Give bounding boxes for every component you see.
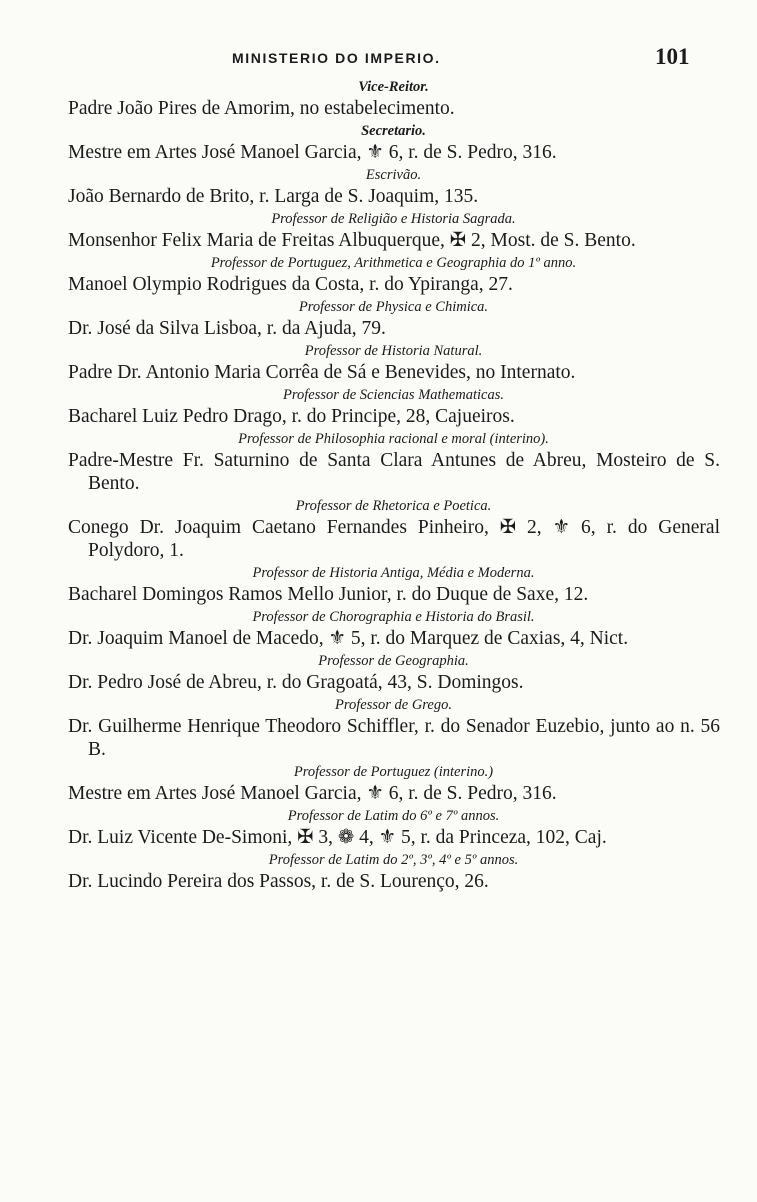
section-geographia bbox=[0, 652, 757, 694]
staff-entry: Dr. José da Silva Lisboa, r. da Ajuda, 79. bbox=[68, 318, 386, 339]
staff-entry: Dr. Luiz Vicente De-Simoni, ✠ 3, ❁ 4, ⚜ 5, r. da Princeza, 102, Caj. bbox=[68, 827, 607, 848]
section-historia-antiga bbox=[0, 564, 757, 606]
section-historia-natural bbox=[0, 342, 757, 384]
section-philosophia bbox=[0, 430, 757, 495]
page-number: 101 bbox=[655, 44, 690, 69]
section-secretario bbox=[0, 122, 757, 164]
role-heading: Professor de Portuguez, Arithmetica e Geographia do 1º anno. bbox=[210, 255, 577, 271]
role-heading: Professor de Sciencias Mathematicas. bbox=[283, 387, 504, 403]
staff-entry: Dr. Joaquim Manoel de Macedo, ⚜ 5, r. do Marquez de Caxias, 4, Nict. bbox=[68, 628, 629, 649]
section-escrivao bbox=[0, 166, 757, 208]
role-heading: Professor de Grego. bbox=[335, 697, 452, 713]
section-latim-2-5 bbox=[0, 851, 757, 893]
role-heading: Professor de Philosophia racional e moral (interino). bbox=[238, 431, 549, 447]
role-heading: Professor de Portuguez (interino.) bbox=[293, 764, 494, 780]
section-portuguez-1 bbox=[0, 254, 757, 296]
staff-entry: João Bernardo de Brito, r. Larga de S. Joaquim, 135. bbox=[68, 186, 479, 207]
section-vice-reitor bbox=[0, 78, 757, 120]
staff-entry: Padre Dr. Antonio Maria Corrêa de Sá e Benevides, no Internato. bbox=[68, 362, 576, 383]
role-heading: Secretario. bbox=[361, 123, 426, 139]
role-heading: Professor de Rhetorica e Poetica. bbox=[295, 498, 492, 514]
staff-entry: Monsenhor Felix Maria de Freitas Albuquerque, ✠ 2, Most. de S. Bento. bbox=[68, 230, 636, 251]
staff-list bbox=[0, 78, 757, 895]
section-mathematicas bbox=[0, 386, 757, 428]
staff-entry: Bacharel Luiz Pedro Drago, r. do Principe, 28, Cajueiros. bbox=[68, 406, 515, 427]
role-heading: Professor de Geographia. bbox=[318, 653, 469, 669]
role-heading: Professor de Latim do 6º e 7º annos. bbox=[287, 808, 500, 824]
section-latim-6-7 bbox=[0, 807, 757, 849]
staff-entry: Padre-Mestre Fr. Saturnino de Santa Clara Antunes de Abreu, Mosteiro de S. Bento. bbox=[68, 450, 720, 494]
staff-entry: Manoel Olympio Rodrigues da Costa, r. do Ypiranga, 27. bbox=[68, 274, 513, 295]
page-header bbox=[0, 44, 757, 74]
staff-entry: Dr. Pedro José de Abreu, r. do Gragoatá, 43, S. Domingos. bbox=[68, 672, 524, 693]
staff-entry: Bacharel Domingos Ramos Mello Junior, r. do Duque de Saxe, 12. bbox=[68, 584, 589, 605]
staff-entry: Mestre em Artes José Manoel Garcia, ⚜ 6, r. de S. Pedro, 316. bbox=[68, 142, 557, 163]
role-heading: Escrivão. bbox=[365, 167, 422, 183]
role-heading: Professor de Historia Natural. bbox=[304, 343, 483, 359]
staff-entry: Mestre em Artes José Manoel Garcia, ⚜ 6, r. de S. Pedro, 316. bbox=[68, 783, 557, 804]
staff-entry: Padre João Pires de Amorim, no estabelecimento. bbox=[68, 98, 455, 119]
section-grego bbox=[0, 696, 757, 761]
role-heading: Professor de Chorographia e Historia do Brasil. bbox=[252, 609, 535, 625]
role-heading: Professor de Physica e Chimica. bbox=[298, 299, 489, 315]
role-heading: Vice-Reitor. bbox=[358, 79, 429, 95]
section-religiao bbox=[0, 210, 757, 252]
role-heading: Professor de Historia Antiga, Média e Moderna. bbox=[252, 565, 535, 581]
staff-entry: Dr. Lucindo Pereira dos Passos, r. de S. Lourenço, 26. bbox=[68, 871, 489, 892]
role-heading: Professor de Religião e Historia Sagrada. bbox=[271, 211, 516, 227]
staff-entry: Conego Dr. Joaquim Caetano Fernandes Pinheiro, ✠ 2, ⚜ 6, r. do General Polydoro, 1. bbox=[68, 517, 720, 561]
staff-entry: Dr. Guilherme Henrique Theodoro Schiffler, r. do Senador Euzebio, junto ao n. 56 B. bbox=[68, 716, 720, 760]
section-chorographia bbox=[0, 608, 757, 650]
section-rhetorica bbox=[0, 497, 757, 562]
section-physica bbox=[0, 298, 757, 340]
role-heading: Professor de Latim do 2º, 3º, 4º e 5º annos. bbox=[268, 852, 519, 868]
section-portuguez-interino bbox=[0, 763, 757, 805]
running-title: MINISTERIO DO IMPERIO. bbox=[232, 50, 441, 66]
